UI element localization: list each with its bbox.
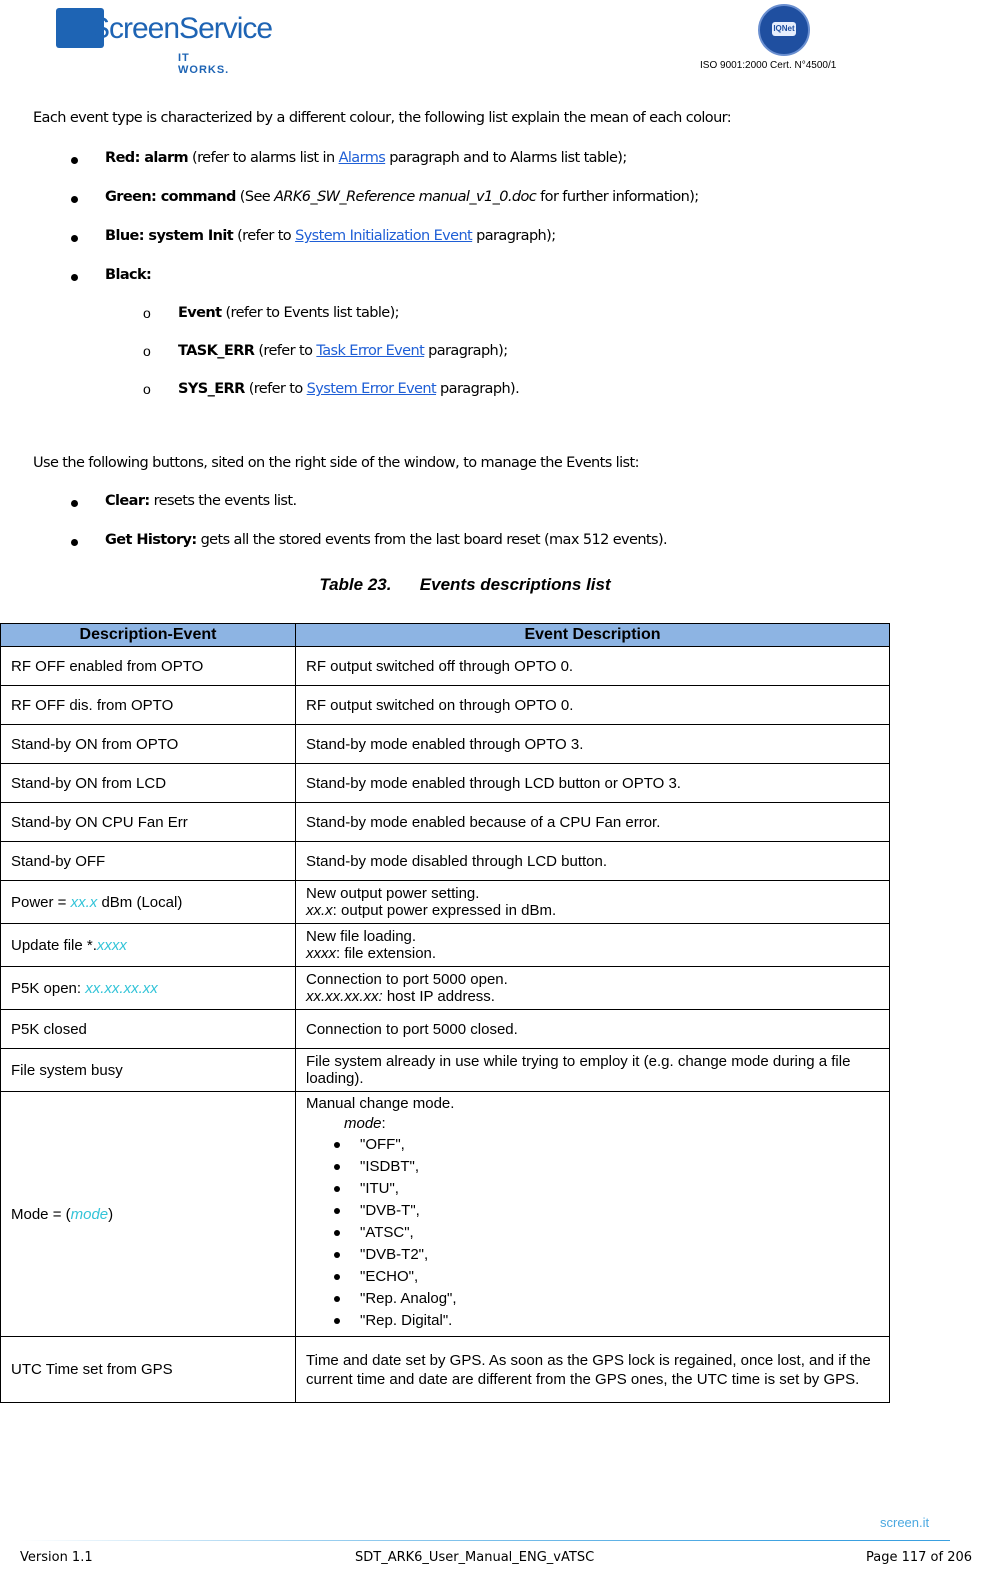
desc-line: host IP address. xyxy=(382,988,495,1005)
certification-seal xyxy=(758,4,810,56)
footer-doc-name: SDT_ARK6_User_Manual_ENG_vATSC xyxy=(355,1550,595,1565)
description-cell xyxy=(296,967,890,1010)
table-header-row xyxy=(1,624,890,647)
mode-list xyxy=(306,1134,879,1332)
bullet-icon xyxy=(71,196,78,203)
table-row xyxy=(1,1010,890,1049)
green-post: for further information); xyxy=(536,189,699,205)
list-item: "DVB-T2", xyxy=(360,1244,879,1266)
clear-text: resets the events list. xyxy=(153,493,297,509)
bullet-icon xyxy=(71,500,78,507)
power-pre: Power = xyxy=(11,893,71,911)
description-cell: Stand-by mode enabled because of a CPU Fan error. xyxy=(296,803,890,842)
list-item: "OFF", xyxy=(360,1134,879,1156)
desc-line: : file extension. xyxy=(336,945,437,962)
table-row xyxy=(1,725,890,764)
task-err-sub-item xyxy=(178,343,508,359)
desc-var: xx.xx.xx.xx: xyxy=(306,988,383,1005)
table-row xyxy=(1,1092,890,1337)
task-error-link[interactable]: Task Error Event xyxy=(316,343,425,359)
cert-badge: IQNet xyxy=(772,22,796,36)
sys-post: paragraph). xyxy=(436,381,520,397)
buttons-intro-line: Use the following buttons, sited on the right side of the window, to manage the Events list: xyxy=(33,455,639,471)
company-logo xyxy=(56,8,273,76)
event-cell xyxy=(1,967,296,1010)
list-item: "ATSC", xyxy=(360,1222,879,1244)
event-sub-item xyxy=(178,305,399,321)
description-cell xyxy=(296,1092,890,1337)
blue-label: Blue: system Init xyxy=(105,228,234,244)
event-cell xyxy=(1,924,296,967)
event-cell: Stand-by ON from OPTO xyxy=(1,725,296,764)
table-row xyxy=(1,1049,890,1092)
description-cell: Connection to port 5000 closed. xyxy=(296,1010,890,1049)
desc-var: xx.x xyxy=(306,902,333,919)
table-row xyxy=(1,764,890,803)
table-row xyxy=(1,967,890,1010)
task-pre: (refer to xyxy=(258,343,317,359)
task-post: paragraph); xyxy=(424,343,508,359)
green-label: Green: command xyxy=(105,189,236,205)
desc-line: : output power expressed in dBm. xyxy=(332,902,557,919)
bullet-icon xyxy=(71,539,78,546)
desc-line: Connection to port 5000 open. xyxy=(306,971,508,988)
get-history-item xyxy=(105,532,667,548)
list-item: "ISDBT", xyxy=(360,1156,879,1178)
table-row xyxy=(1,686,890,725)
alarms-link[interactable]: Alarms xyxy=(338,150,386,166)
description-cell xyxy=(296,881,890,924)
table-row xyxy=(1,924,890,967)
p5k-var: xx.xx.xx.xx xyxy=(85,979,158,997)
list-item: "DVB-T", xyxy=(360,1200,879,1222)
sub-bullet-icon: o xyxy=(143,381,151,397)
list-item: "ITU", xyxy=(360,1178,879,1200)
list-item: "Rep. Analog", xyxy=(360,1288,879,1310)
blue-pre: (refer to xyxy=(237,228,296,244)
events-table xyxy=(0,623,890,1403)
col-header-description: Event Description xyxy=(296,624,890,647)
update-var: xxxx xyxy=(96,936,127,954)
intro-line: Each event type is characterized by a different colour, the following list explain the mean of each colour: xyxy=(33,110,732,126)
event-cell: File system busy xyxy=(1,1049,296,1092)
clear-label: Clear: xyxy=(105,493,150,509)
black-item xyxy=(105,267,151,283)
event-text: (refer to Events list table); xyxy=(225,305,399,321)
system-init-link[interactable]: System Initialization Event xyxy=(295,228,473,244)
event-cell: Stand-by ON from LCD xyxy=(1,764,296,803)
power-var: xx.x xyxy=(70,893,98,911)
task-label: TASK_ERR xyxy=(178,343,255,359)
mode-var: mode xyxy=(70,1205,109,1223)
green-command-item xyxy=(105,189,699,205)
power-post: dBm (Local) xyxy=(97,893,183,911)
event-cell: UTC Time set from GPS xyxy=(1,1337,296,1403)
update-pre: Update file *. xyxy=(11,936,97,954)
desc-line: New output power setting. xyxy=(306,885,480,902)
mode-post: ) xyxy=(108,1205,114,1223)
table-row xyxy=(1,803,890,842)
green-pre: (See xyxy=(239,189,275,205)
system-error-link[interactable]: System Error Event xyxy=(306,381,437,397)
description-cell: Stand-by mode enabled through OPTO 3. xyxy=(296,725,890,764)
event-cell xyxy=(1,1092,296,1337)
footer-divider xyxy=(20,1540,950,1541)
history-text: gets all the stored events from the last board reset (max 512 events). xyxy=(200,532,668,548)
event-cell xyxy=(1,881,296,924)
event-cell: RF OFF enabled from OPTO xyxy=(1,647,296,686)
logo-tagline: IT WORKS. xyxy=(178,52,230,76)
mode-pre: Mode = ( xyxy=(11,1205,71,1223)
history-label: Get History: xyxy=(105,532,197,548)
bullet-icon xyxy=(71,274,78,281)
p5k-pre: P5K open: xyxy=(11,979,86,997)
mode-sub-colon: : xyxy=(381,1115,386,1132)
red-pre: (refer to alarms list in xyxy=(192,150,339,166)
event-cell: RF OFF dis. from OPTO xyxy=(1,686,296,725)
desc-var: xxxx xyxy=(306,945,336,962)
footer-brand: screen.it xyxy=(880,1515,930,1530)
event-label: Event xyxy=(178,305,222,321)
description-cell: Time and date set by GPS. As soon as the GPS lock is regained, once lost, and if the current time and date are different from the GPS ones, the UTC time is set by GPS. xyxy=(296,1337,890,1403)
desc-line: Manual change mode. xyxy=(306,1095,455,1112)
footer-page-number: Page 117 of 206 xyxy=(866,1550,973,1565)
red-alarm-item xyxy=(105,150,627,166)
event-cell: P5K closed xyxy=(1,1010,296,1049)
footer-version: Version 1.1 xyxy=(20,1550,93,1565)
event-cell: Stand-by OFF xyxy=(1,842,296,881)
table-caption: Table 23. Events descriptions list xyxy=(319,575,611,594)
list-item: "ECHO", xyxy=(360,1266,879,1288)
mode-sub-label: mode xyxy=(344,1115,382,1132)
description-cell xyxy=(296,924,890,967)
bullet-icon xyxy=(71,157,78,164)
logo-text: ScreenService xyxy=(90,12,273,45)
description-cell: Stand-by mode disabled through LCD button. xyxy=(296,842,890,881)
description-cell: RF output switched off through OPTO 0. xyxy=(296,647,890,686)
list-item: "Rep. Digital". xyxy=(360,1310,879,1332)
sys-err-sub-item xyxy=(178,381,519,397)
event-cell: Stand-by ON CPU Fan Err xyxy=(1,803,296,842)
table-row xyxy=(1,1337,890,1403)
blue-post: paragraph); xyxy=(472,228,556,244)
table-row xyxy=(1,842,890,881)
blue-init-item xyxy=(105,228,556,244)
red-label: Red: alarm xyxy=(105,150,189,166)
table-row xyxy=(1,647,890,686)
description-cell: File system already in use while trying to employ it (e.g. change mode during a file loading). xyxy=(296,1049,890,1092)
desc-line: New file loading. xyxy=(306,928,417,945)
reference-doc: ARK6_SW_Reference manual_v1_0.doc xyxy=(274,189,537,205)
sub-bullet-icon: o xyxy=(143,343,151,359)
black-label: Black: xyxy=(105,267,152,283)
sys-label: SYS_ERR xyxy=(178,381,245,397)
red-post: paragraph and to Alarms list table); xyxy=(385,150,627,166)
sub-bullet-icon: o xyxy=(143,305,151,321)
cert-text: ISO 9001:2000 Cert. N°4500/1 xyxy=(700,60,837,71)
table-row xyxy=(1,881,890,924)
clear-item xyxy=(105,493,296,509)
col-header-event: Description-Event xyxy=(1,624,296,647)
description-cell: RF output switched on through OPTO 0. xyxy=(296,686,890,725)
sys-pre: (refer to xyxy=(248,381,307,397)
bullet-icon xyxy=(71,235,78,242)
description-cell: Stand-by mode enabled through LCD button or OPTO 3. xyxy=(296,764,890,803)
